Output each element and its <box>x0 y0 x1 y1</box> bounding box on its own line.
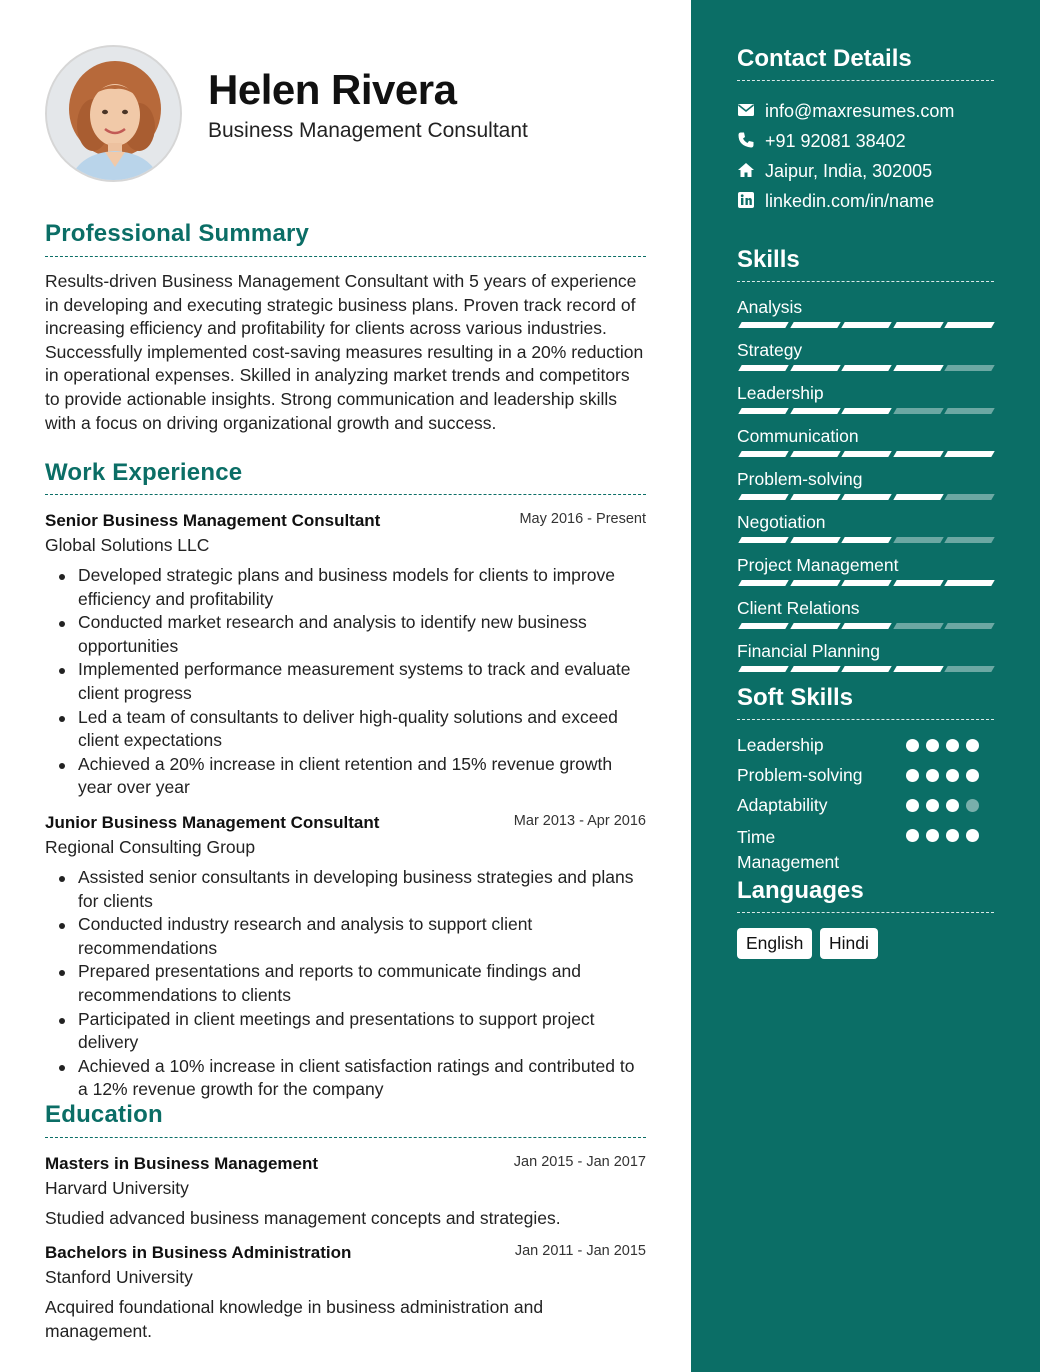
avatar-icon <box>47 47 182 182</box>
skill-level-segment <box>944 623 994 629</box>
skill-level-segment <box>893 408 943 414</box>
job-header <box>45 813 646 837</box>
rating-dot <box>966 769 979 782</box>
language-badge: English <box>737 928 812 959</box>
experience-divider <box>45 494 646 495</box>
skill-level-segment <box>790 580 840 586</box>
education-date: Jan 2011 - Jan 2015 <box>514 1243 646 1259</box>
contact-linkedin-text: linkedin.com/in/name <box>765 191 935 211</box>
skill-level-segment <box>738 580 788 586</box>
soft-skill-name: Time Management <box>737 827 840 872</box>
skill-level-segment <box>738 666 788 672</box>
skill-level-segment <box>738 623 788 629</box>
list-item: Participated in client meetings and presentations to support project delivery <box>45 1008 646 1055</box>
skill-level-segment <box>841 408 891 414</box>
skill-name: Leadership <box>737 383 824 403</box>
soft-skills-divider <box>737 719 994 720</box>
education-entry <box>45 1243 646 1343</box>
skill-level-segment <box>738 408 788 414</box>
experience-heading: Work Experience <box>45 459 243 486</box>
skill-item <box>737 512 994 533</box>
soft-skill-name: Adaptability <box>737 795 828 815</box>
contact-email[interactable] <box>737 101 954 122</box>
rating-dot <box>906 799 919 812</box>
skill-level-segment <box>790 666 840 672</box>
skill-level-segment <box>738 537 788 543</box>
skill-level-segment <box>790 451 840 457</box>
skill-level-segment <box>841 623 891 629</box>
skill-item <box>737 469 994 490</box>
contact-address-text: Jaipur, India, 302005 <box>765 161 933 181</box>
skill-name: Analysis <box>737 297 803 317</box>
skill-level-segment <box>944 365 994 371</box>
skill-level-segment <box>841 322 891 328</box>
list-item: Achieved a 10% increase in client satisfaction ratings and contributed to a 12% revenue growth for the company <box>45 1055 646 1102</box>
skill-level-bar <box>737 451 994 457</box>
job-header <box>45 511 646 535</box>
skill-item <box>737 383 994 404</box>
skill-name: Strategy <box>737 340 803 360</box>
skill-level-segment <box>893 494 943 500</box>
job-entry <box>45 813 646 1102</box>
education-heading: Education <box>45 1101 163 1128</box>
profile-photo <box>45 45 182 182</box>
skill-level-bar <box>737 365 994 371</box>
skill-item <box>737 598 994 619</box>
skills-heading: Skills <box>737 246 800 273</box>
language-badge: Hindi <box>820 928 878 959</box>
skill-name: Problem-solving <box>737 469 863 489</box>
soft-skill-name: Problem-solving <box>737 765 863 785</box>
home-icon <box>737 161 755 179</box>
phone-icon <box>737 131 755 149</box>
rating-dot <box>946 829 959 842</box>
skill-level-segment <box>944 666 994 672</box>
job-organization: Global Solutions LLC <box>45 535 210 555</box>
skill-item <box>737 555 994 576</box>
list-item: Conducted industry research and analysis to support client recommendations <box>45 913 646 960</box>
skill-level-segment <box>893 537 943 543</box>
summary-text: Results-driven Business Management Consultant with 5 years of experience in developing and executing strategic business plans. Proven track record of increasing efficiency and profitability for clients across various industries. Successfully implemented cost-saving measures resulting in a 20% reduction in operational expenses. Skilled in analyzing market trends and competitors to provide actionable insights. Strong communication and leadership skills with a focus on driving organizational growth and success. <box>45 271 644 433</box>
soft-skills-heading: Soft Skills <box>737 684 854 711</box>
skill-level-bar <box>737 580 994 586</box>
skill-level-bar <box>737 408 994 414</box>
skill-level-segment <box>841 537 891 543</box>
skill-level-segment <box>790 537 840 543</box>
list-item: Implemented performance measurement systems to track and evaluate client progress <box>45 658 646 705</box>
skill-name: Negotiation <box>737 512 826 532</box>
envelope-icon <box>737 101 755 119</box>
job-bullets <box>45 564 646 800</box>
skill-item <box>737 340 994 361</box>
rating-dot <box>946 799 959 812</box>
skills-divider <box>737 281 994 282</box>
skill-level-segment <box>841 365 891 371</box>
skill-level-bar <box>737 537 994 543</box>
rating-dot <box>906 829 919 842</box>
linkedin-icon <box>737 191 755 209</box>
education-date: Jan 2015 - Jan 2017 <box>513 1154 646 1170</box>
contact-linkedin[interactable] <box>737 191 934 212</box>
skill-level-segment <box>790 408 840 414</box>
rating-dot <box>966 739 979 752</box>
degree-name: Bachelors in Business Administration <box>45 1243 352 1262</box>
summary-divider <box>45 256 646 257</box>
skill-level-segment <box>790 322 840 328</box>
skill-level-bar <box>737 494 994 500</box>
skill-level-segment <box>944 494 994 500</box>
skill-level-segment <box>893 451 943 457</box>
contact-heading: Contact Details <box>737 45 912 72</box>
skill-level-segment <box>790 365 840 371</box>
list-item: Developed strategic plans and business models for clients to improve efficiency and profitability <box>45 564 646 611</box>
skill-level-segment <box>893 666 943 672</box>
list-item: Achieved a 20% increase in client retention and 15% revenue growth year over year <box>45 753 646 800</box>
skill-name: Communication <box>737 426 859 446</box>
skill-level-segment <box>944 580 994 586</box>
list-item: Prepared presentations and reports to communicate findings and recommendations to clients <box>45 960 646 1007</box>
skill-name: Project Management <box>737 555 899 575</box>
list-item: Led a team of consultants to deliver high-quality solutions and exceed client expectations <box>45 706 646 753</box>
skill-level-segment <box>893 580 943 586</box>
contact-email-text: info@maxresumes.com <box>765 101 955 121</box>
skill-level-segment <box>738 494 788 500</box>
skill-item <box>737 426 994 447</box>
job-role: Senior Business Management Consultant <box>45 511 381 530</box>
skill-name: Client Relations <box>737 598 860 618</box>
contact-divider <box>737 80 994 81</box>
job-date: May 2016 - Present <box>519 511 646 527</box>
skill-level-segment <box>893 322 943 328</box>
rating-dot <box>946 769 959 782</box>
skill-item <box>737 297 994 318</box>
skill-level-segment <box>841 451 891 457</box>
skill-level-segment <box>893 623 943 629</box>
skill-item <box>737 641 994 662</box>
summary-heading: Professional Summary <box>45 220 310 247</box>
contact-phone-text: +91 92081 38402 <box>765 131 906 151</box>
education-description: Studied advanced business management concepts and strategies. <box>45 1208 561 1228</box>
contact-phone[interactable] <box>737 131 906 152</box>
rating-dot <box>926 769 939 782</box>
job-entry <box>45 511 646 800</box>
job-organization: Regional Consulting Group <box>45 837 256 857</box>
education-description: Acquired foundational knowledge in business administration and management. <box>45 1297 544 1341</box>
school-name: Harvard University <box>45 1178 189 1198</box>
job-role: Junior Business Management Consultant <box>45 813 380 832</box>
list-item: Conducted market research and analysis to identify new business opportunities <box>45 611 646 658</box>
rating-dot <box>946 739 959 752</box>
skill-level-bar <box>737 623 994 629</box>
education-entry <box>45 1154 646 1231</box>
rating-dot <box>926 829 939 842</box>
candidate-title: Business Management Consultant <box>208 119 528 142</box>
skill-level-segment <box>841 580 891 586</box>
skill-level-bar <box>737 322 994 328</box>
education-header <box>45 1154 646 1178</box>
contact-address <box>737 161 932 182</box>
skill-level-segment <box>944 322 994 328</box>
rating-dot <box>906 739 919 752</box>
education-divider <box>45 1137 646 1138</box>
degree-name: Masters in Business Management <box>45 1154 319 1173</box>
job-bullets <box>45 866 646 1102</box>
rating-dot <box>966 829 979 842</box>
rating-dot <box>966 799 979 812</box>
school-name: Stanford University <box>45 1267 193 1287</box>
skill-level-segment <box>841 494 891 500</box>
soft-skill-name: Leadership <box>737 735 824 755</box>
skill-level-segment <box>944 537 994 543</box>
skill-level-segment <box>790 623 840 629</box>
candidate-name: Helen Rivera <box>208 66 457 113</box>
languages-divider <box>737 912 994 913</box>
skill-level-segment <box>841 666 891 672</box>
skill-level-segment <box>944 408 994 414</box>
rating-dot <box>906 769 919 782</box>
languages-heading: Languages <box>737 877 864 904</box>
job-date: Mar 2013 - Apr 2016 <box>513 813 646 829</box>
skill-name: Financial Planning <box>737 641 881 661</box>
rating-dot <box>926 739 939 752</box>
skill-level-segment <box>738 322 788 328</box>
skill-level-segment <box>738 451 788 457</box>
skill-level-bar <box>737 666 994 672</box>
list-item: Assisted senior consultants in developing business strategies and plans for clients <box>45 866 646 913</box>
rating-dot <box>926 799 939 812</box>
skill-level-segment <box>944 451 994 457</box>
skill-level-segment <box>893 365 943 371</box>
skill-level-segment <box>738 365 788 371</box>
education-header <box>45 1243 646 1267</box>
skill-level-segment <box>790 494 840 500</box>
